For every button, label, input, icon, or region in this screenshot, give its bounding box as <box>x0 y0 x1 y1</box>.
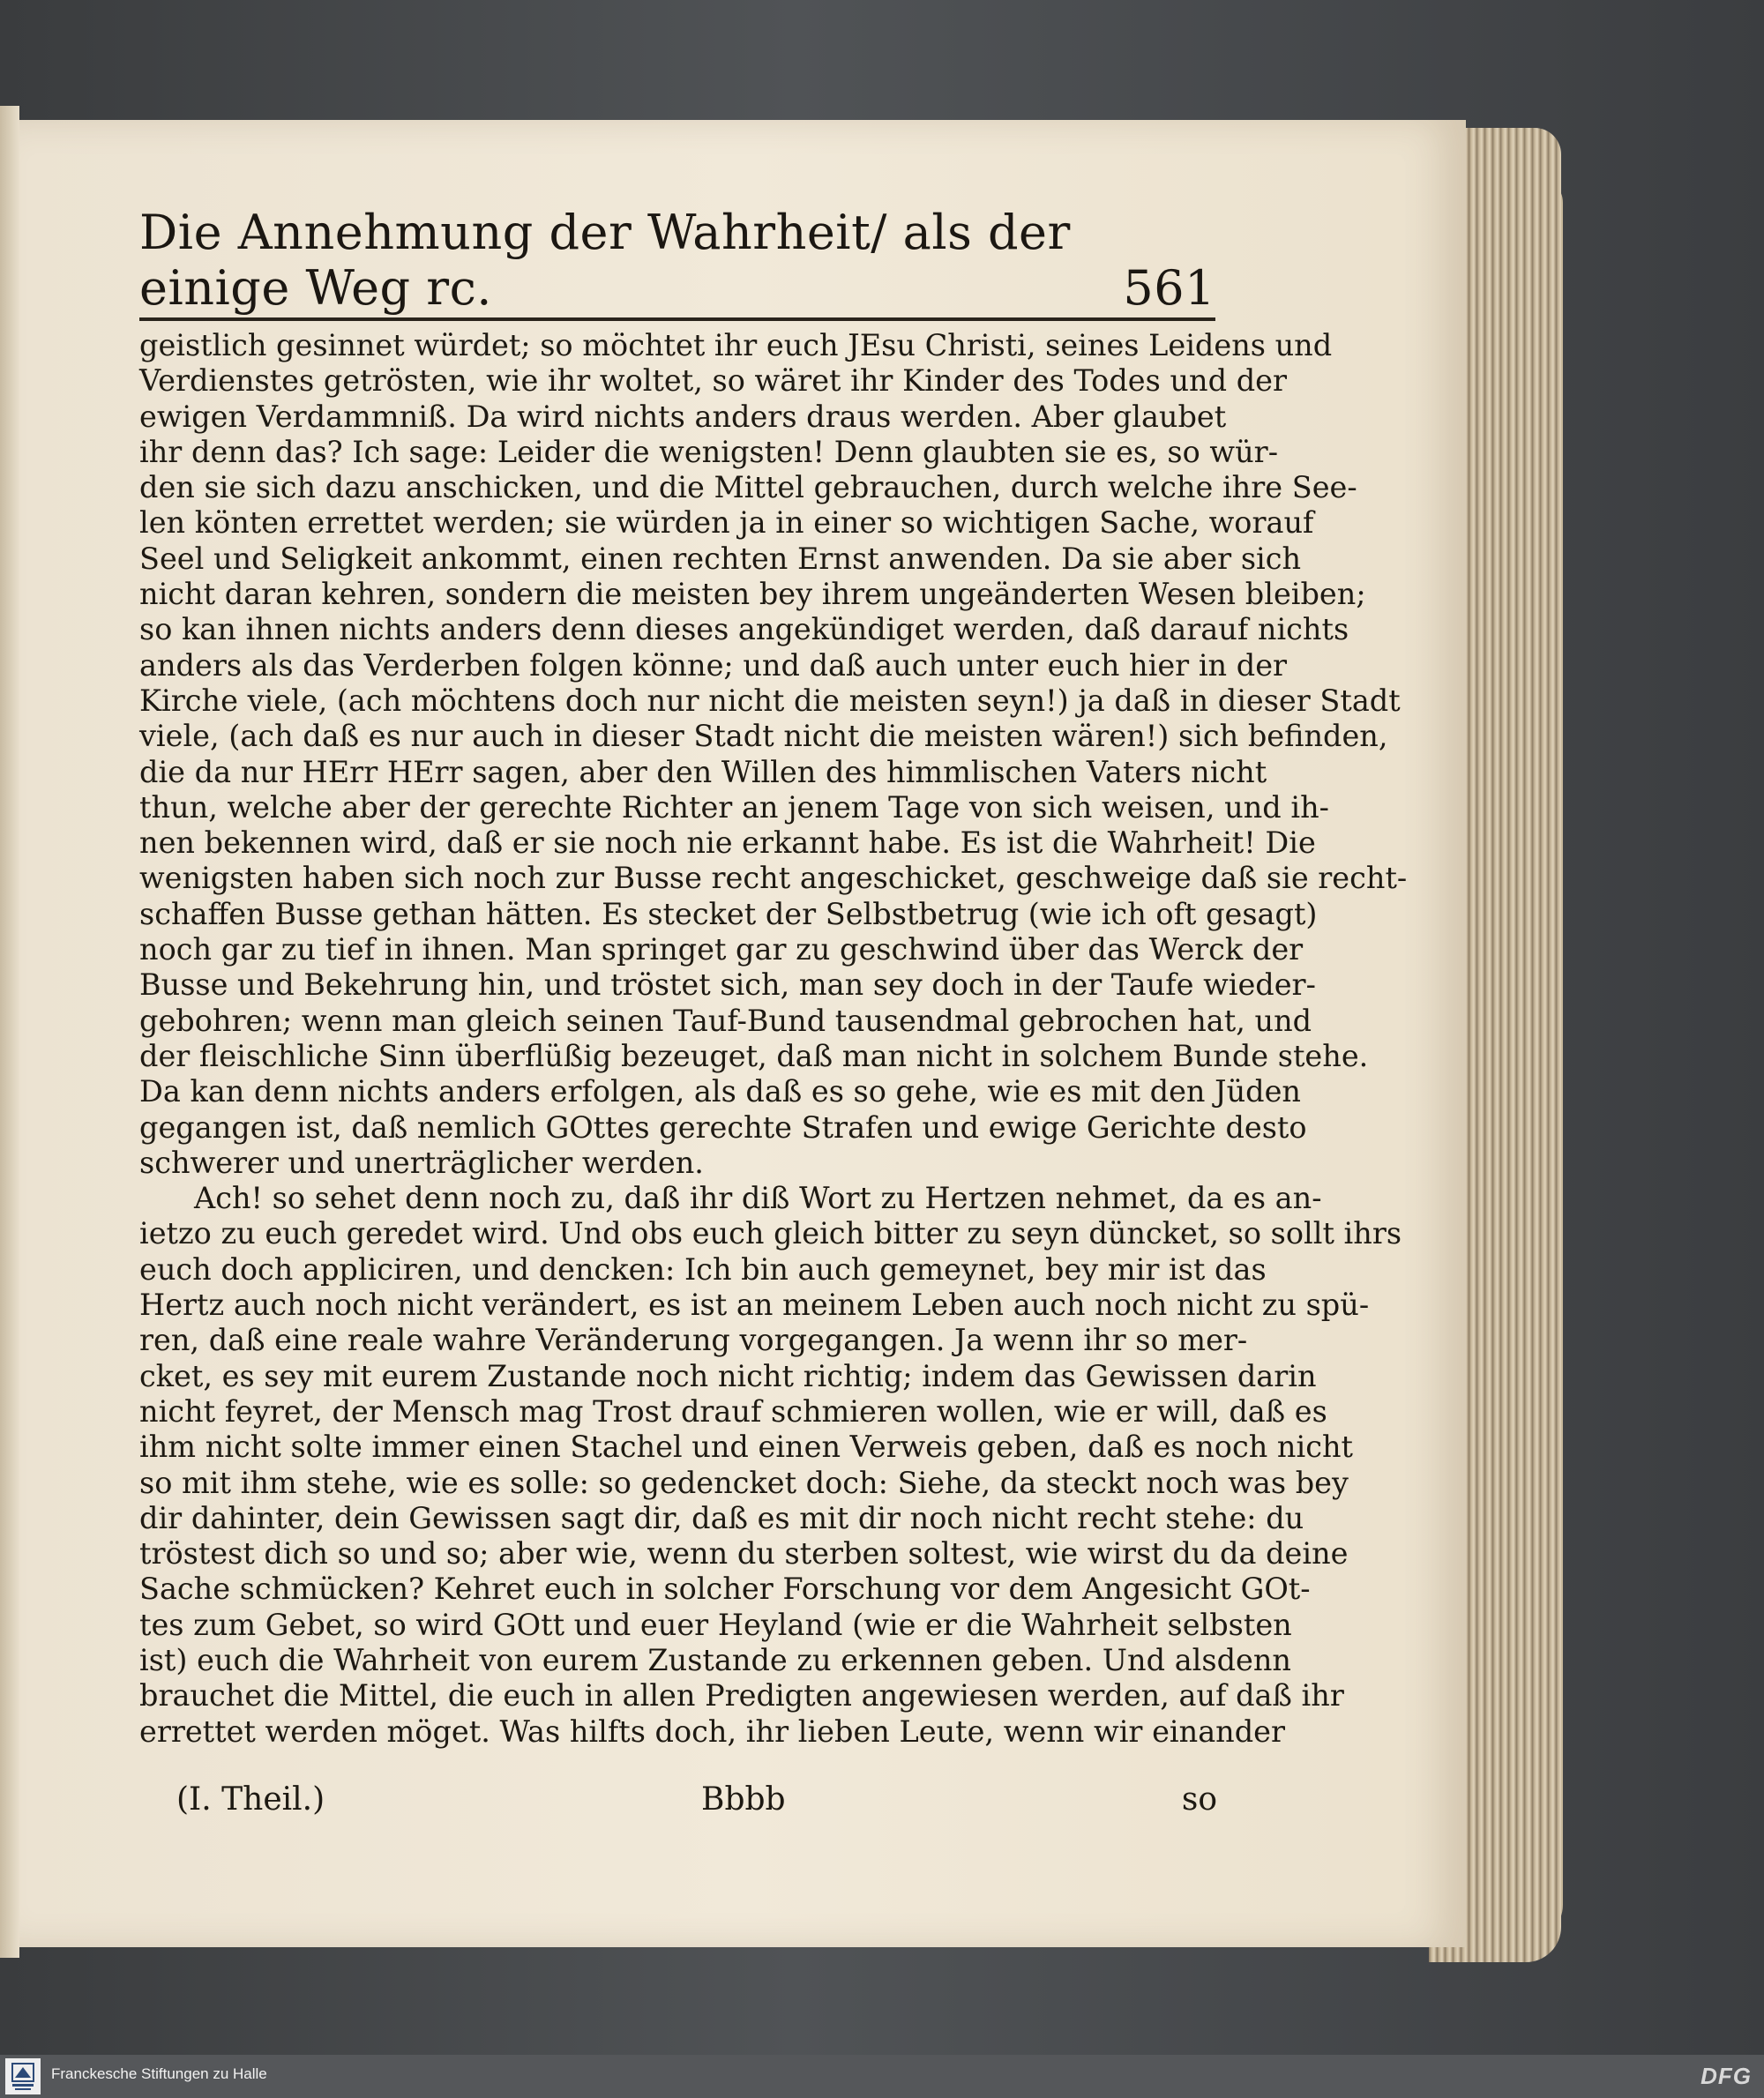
header-rule <box>139 317 1215 321</box>
body-text <box>139 328 1408 1750</box>
text-line: Ach! so sehet denn noch zu, daß ihr diß Wort zu Hertzen nehmet, da es an- <box>194 1181 1322 1216</box>
text-line: Kirche viele, (ach möchtens doch nur nicht die meisten seyn!) ja daß in dieser Stadt <box>139 683 1401 718</box>
dfg-logo: DFG <box>1700 2063 1752 2089</box>
text-line: Verdienstes getrösten, wie ihr woltet, so wäret ihr Kinder des Todes und der <box>139 363 1287 399</box>
text-line: gegangen ist, daß nemlich GOttes gerechte Strafen und ewige Gerichte desto <box>139 1109 1307 1145</box>
text-line: tes zum Gebet, so wird GOtt und euer Heyland (wie er die Wahrheit selbsten <box>139 1607 1292 1642</box>
text-line: ewigen Verdammniß. Da wird nichts anders draus werden. Aber glaubet <box>139 399 1227 434</box>
text-line: gebohren; wenn man gleich seinen Tauf-Bund tausendmal gebrochen hat, und <box>139 1003 1312 1038</box>
text-line: Sache schmücken? Kehret euch in solcher Forschung vor dem Angesicht GOt- <box>139 1572 1311 1607</box>
text-line: ietzo zu euch geredet wird. Und obs euch gleich bitter zu seyn düncket, so sollt ihrs <box>139 1216 1402 1251</box>
text-line: ihm nicht solte immer einen Stachel und einen Verweis geben, daß es noch nicht <box>139 1430 1354 1465</box>
left-page-edge <box>0 106 19 1958</box>
text-line: ist) euch die Wahrheit von eurem Zustande zu erkennen geben. Und alsdenn <box>139 1642 1292 1677</box>
viewer-bottom-bar <box>0 2055 1764 2098</box>
text-line: noch gar zu tief in ihnen. Man springet gar zu geschwind über das Werck der <box>139 932 1304 967</box>
text-line: ihr denn das? Ich sage: Leider die wenigsten! Denn glaubten sie es, so wür- <box>139 434 1279 469</box>
text-line: thun, welche aber der gerechte Richter an jenem Tage von sich weisen, und ih- <box>139 789 1329 825</box>
text-line: geistlich gesinnet würdet; so möchtet ihr euch JEsu Christi, seines Leidens und <box>139 328 1333 362</box>
footer-part-label: (I. Theil.) <box>176 1781 325 1818</box>
text-line: die da nur HErr HErr sagen, aber den Willen des himmlischen Vaters nicht <box>139 754 1267 789</box>
text-line: der fleischliche Sinn überflüßig bezeuget, daß man nicht in solchem Bunde stehe. <box>139 1038 1369 1073</box>
text-line: errettet werden möget. Was hilfts doch, ihr lieben Leute, wenn wir einander <box>139 1713 1286 1749</box>
text-line: so mit ihm stehe, wie es solle: so gedencket doch: Siehe, da steckt noch was bey <box>139 1465 1349 1500</box>
text-line: den sie sich dazu anschicken, und die Mittel gebrauchen, durch welche ihre See- <box>139 470 1357 505</box>
text-line: nicht daran kehren, sondern die meisten bey ihrem ungeänderten Wesen bleiben; <box>139 577 1366 612</box>
text-line: so kan ihnen nichts anders denn dieses angekündiget werden, daß darauf nichts <box>139 612 1349 647</box>
text-line: ren, daß eine reale wahre Veränderung vorgegangen. Ja wenn ihr so mer- <box>139 1323 1248 1358</box>
page-number: 561 <box>1123 260 1215 316</box>
text-line: Da kan denn nichts anders erfolgen, als daß es so gehe, wie es mit den Jüden <box>139 1074 1301 1109</box>
institution-logo-icon[interactable] <box>5 2058 41 2094</box>
text-line: tröstest dich so und so; aber wie, wenn du sterben soltest, wie wirst du da deine <box>139 1536 1349 1572</box>
footer-catchword: so <box>1181 1781 1217 1818</box>
institution-name[interactable]: Franckesche Stiftungen zu Halle <box>51 2065 267 2082</box>
text-line: nicht feyret, der Mensch mag Trost drauf schmieren wollen, wie er will, daß es <box>139 1393 1327 1429</box>
text-line: brauchet die Mittel, die euch in allen Predigten angewiesen werden, auf daß ihr <box>139 1678 1344 1713</box>
header-title: Die Annehmung der Wahrheit/ als der einige Weg rc. <box>139 205 1071 316</box>
text-line: Seel und Seligkeit ankommt, einen rechten Ernst anwenden. Da sie aber sich <box>139 541 1302 576</box>
page-footer <box>176 1781 1217 1825</box>
text-line: Hertz auch noch nicht verändert, es ist an meinem Leben auch noch nicht zu spü- <box>139 1288 1370 1323</box>
text-line: Busse und Bekehrung hin, und tröstet sich, man sey doch in der Taufe wieder- <box>139 967 1316 1003</box>
text-line: anders als das Verderben folgen könne; und daß auch unter euch hier in der <box>139 647 1288 683</box>
text-line: nen bekennen wird, daß er sie noch nie erkannt habe. Es ist die Wahrheit! Die <box>139 825 1316 861</box>
text-line: schaffen Busse gethan hätten. Es stecket der Selbstbetrug (wie ich oft gesagt) <box>139 896 1318 931</box>
running-header <box>139 205 1215 316</box>
text-line: wenigsten haben sich noch zur Busse recht angeschicket, geschweige daß sie recht- <box>139 861 1408 896</box>
text-line: viele, (ach daß es nur auch in dieser Stadt nicht die meisten wären!) sich befinden, <box>139 719 1388 754</box>
text-line: euch doch appliciren, und dencken: Ich bin auch gemeynet, bey mir ist das <box>139 1251 1267 1287</box>
text-line: cket, es sey mit eurem Zustande noch nicht richtig; indem das Gewissen darin <box>139 1358 1317 1393</box>
footer-signature-mark: Bbbb <box>701 1781 786 1818</box>
text-line: schwerer und unerträglicher werden. <box>139 1145 704 1180</box>
text-line: dir dahinter, dein Gewissen sagt dir, daß es mit dir noch nicht recht stehe: du <box>139 1500 1304 1535</box>
text-line: len könten errettet werden; sie würden ja in einer so wichtigen Sache, worauf <box>139 505 1314 541</box>
